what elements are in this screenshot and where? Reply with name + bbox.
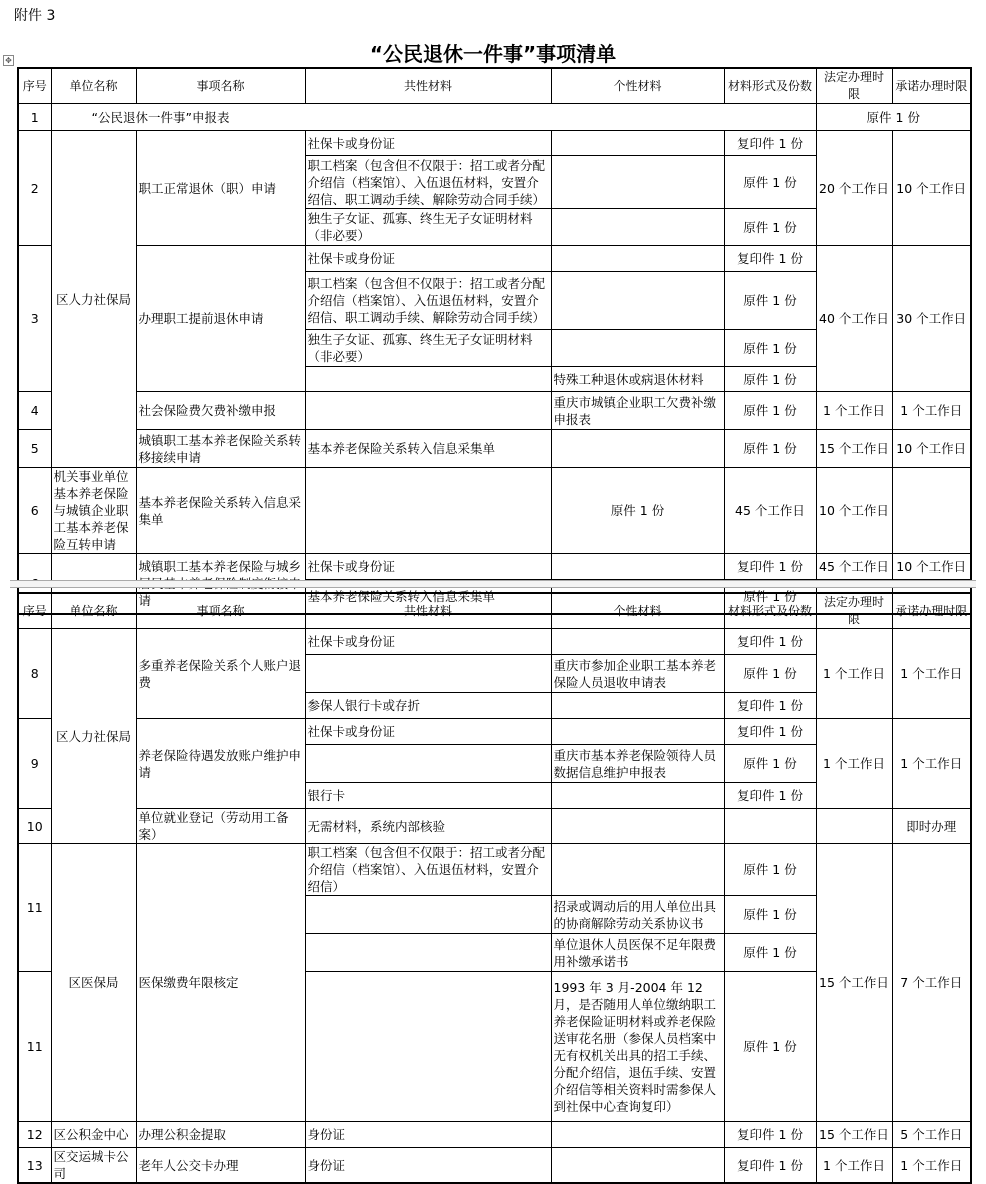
common-material	[305, 655, 551, 693]
unit-name: 区人力社保局	[51, 629, 136, 844]
promise-limit: 1 个工作日	[892, 1148, 971, 1184]
header-no: 序号	[18, 593, 51, 629]
header-item: 事项名称	[136, 68, 305, 104]
legal-limit	[816, 809, 892, 844]
header-form: 材料形式及份数	[724, 593, 816, 629]
common-material	[305, 367, 551, 392]
common-material: 职工档案（包含但不仅限于：招工或者分配介绍信（档案馆）、入伍退伍材料，安置介绍信）	[305, 844, 551, 896]
form-count: 原件 1 份	[724, 330, 816, 367]
legal-limit: 45 个工作日	[816, 554, 892, 580]
table-row	[18, 1122, 971, 1148]
table-move-handle-icon[interactable]: ✥	[3, 55, 14, 66]
form-count: 原件 1 份	[724, 934, 816, 972]
common-material: 职工档案（包含但不仅限于：招工或者分配介绍信（档案馆）、入伍退伍材料，安置介绍信、职工调动手续、解除劳动合同手续）	[305, 156, 551, 209]
row-no: 10	[18, 809, 51, 844]
individual-material	[551, 156, 724, 209]
promise-limit: 10 个工作日	[892, 554, 971, 580]
common-material: 无需材料，系统内部核验	[305, 809, 551, 844]
item-name: 机关事业单位基本养老保险与城镇企业职工基本养老保险互转申请	[51, 468, 136, 554]
form-count: 复印件 1 份	[724, 629, 816, 655]
individual-material	[551, 246, 724, 272]
row-no: 6	[18, 468, 51, 554]
common-material	[305, 972, 551, 1122]
table-header-row	[18, 593, 971, 629]
table-row	[18, 1148, 971, 1184]
promise-limit: 即时办理	[892, 809, 971, 844]
item-name: 城镇职工基本养老保险关系转移接续申请	[136, 430, 305, 468]
individual-material	[551, 272, 724, 330]
individual-material	[551, 844, 724, 896]
header-individual: 个性材料	[551, 68, 724, 104]
header-form: 材料形式及份数	[724, 68, 816, 104]
promise-limit: 1 个工作日	[892, 629, 971, 719]
table-row	[18, 629, 971, 655]
table-row	[18, 131, 971, 156]
individual-material	[551, 1122, 724, 1148]
form-count: 复印件 1 份	[724, 719, 816, 745]
item-name: 办理公积金提取	[136, 1122, 305, 1148]
row-no: 5	[18, 430, 51, 468]
common-material: 基本养老保险关系转入信息采集单	[305, 580, 551, 614]
form-count: 原件 1 份	[724, 972, 816, 1122]
individual-material	[551, 131, 724, 156]
individual-material	[551, 719, 724, 745]
form-count: 原件 1 份	[724, 392, 816, 430]
common-material: 社保卡或身份证	[305, 554, 551, 580]
common-material	[305, 392, 551, 430]
table-row	[18, 719, 971, 745]
legal-limit: 15 个工作日	[816, 430, 892, 468]
legal-limit: 45 个工作日	[724, 468, 816, 554]
header-legal: 法定办理时限	[816, 593, 892, 629]
individual-material: 单位退休人员医保不足年限费用补缴承诺书	[551, 934, 724, 972]
table-row	[18, 246, 971, 272]
unit-name: 区交运城卡公司	[51, 1148, 136, 1184]
row-no: 8	[18, 629, 51, 719]
common-material	[305, 745, 551, 783]
form-count: 复印件 1 份	[724, 1122, 816, 1148]
form-count: 复印件 1 份	[724, 783, 816, 809]
common-material: 身份证	[305, 1122, 551, 1148]
legal-limit: 20 个工作日	[816, 131, 892, 246]
row-no: 4	[18, 392, 51, 430]
individual-material	[551, 809, 724, 844]
common-material: 社保卡或身份证	[305, 246, 551, 272]
form-count: 原件 1 份	[724, 430, 816, 468]
form-count: 原件 1 份	[816, 104, 971, 131]
form-count: 原件 1 份	[551, 468, 724, 554]
row-no: 3	[18, 246, 51, 392]
individual-material: 重庆市参加企业职工基本养老保险人员退收申请表	[551, 655, 724, 693]
individual-material	[551, 554, 724, 580]
individual-material	[551, 783, 724, 809]
promise-limit: 30 个工作日	[892, 246, 971, 392]
item-name: 单位就业登记（劳动用工备案）	[136, 809, 305, 844]
attachment-label: 附件 3	[14, 8, 56, 24]
form-count: 复印件 1 份	[724, 1148, 816, 1184]
legal-limit: 15 个工作日	[816, 844, 892, 1122]
form-count: 原件 1 份	[724, 844, 816, 896]
individual-material	[551, 430, 724, 468]
individual-material	[551, 693, 724, 719]
unit-name: 区医保局	[51, 844, 136, 1122]
individual-material	[551, 629, 724, 655]
row-no: 12	[18, 1122, 51, 1148]
row-no: 2	[18, 131, 51, 246]
page-title: “公民退休一件事”事项清单	[369, 42, 617, 66]
header-common: 共性材料	[305, 593, 551, 629]
row-no: 9	[18, 719, 51, 809]
common-material: 基本养老保险关系转入信息采集单	[305, 430, 551, 468]
common-material: 参保人银行卡或存折	[305, 693, 551, 719]
form-count: 原件 1 份	[724, 367, 816, 392]
table-row	[18, 392, 971, 430]
individual-material	[551, 330, 724, 367]
individual-material: 重庆市基本养老保险领待人员数据信息维护申报表	[551, 745, 724, 783]
promise-limit: 1 个工作日	[892, 719, 971, 809]
promise-limit: 7 个工作日	[892, 844, 971, 1122]
row-no: 1	[18, 104, 51, 131]
item-name: 老年人公交卡办理	[136, 1148, 305, 1184]
individual-material: 1993 年 3 月-2004 年 12 月，是否随用人单位缴纳职工养老保险证明材料或养老保险送审花名册（参保人员档案中无有权机关出具的招工手续、分配介绍信，退伍手续、安置介绍信等相关资料时需参保人到社保中心查询复印）	[551, 972, 724, 1122]
header-common: 共性材料	[305, 68, 551, 104]
header-promise: 承诺办理时限	[892, 68, 971, 104]
items-table-part2	[17, 592, 972, 1184]
form-count: 原件 1 份	[724, 156, 816, 209]
table-row	[18, 104, 971, 131]
common-material: 基本养老保险关系转入信息采集单	[136, 468, 305, 554]
table-row	[18, 554, 971, 580]
item-name: 社会保险费欠费补缴申报	[136, 392, 305, 430]
promise-limit: 10 个工作日	[892, 131, 971, 246]
row-no: 13	[18, 1148, 51, 1184]
common-material: 身份证	[305, 1148, 551, 1184]
table-row	[18, 430, 971, 468]
table-row	[18, 468, 971, 554]
item-name: 养老保险待遇发放账户维护申请	[136, 719, 305, 809]
header-no: 序号	[18, 68, 51, 104]
legal-limit: 40 个工作日	[816, 246, 892, 392]
header-unit: 单位名称	[51, 68, 136, 104]
item-name: 医保缴费年限核定	[136, 844, 305, 1122]
item-name: 办理职工提前退休申请	[136, 246, 305, 392]
header-unit: 单位名称	[51, 593, 136, 629]
row-no: 11	[18, 972, 51, 1122]
promise-limit: 5 个工作日	[892, 1122, 971, 1148]
unit-name: 区公积金中心	[51, 1122, 136, 1148]
individual-material: 招录或调动后的用人单位出具的协商解除劳动关系协议书	[551, 896, 724, 934]
promise-limit: 1 个工作日	[892, 392, 971, 430]
common-material: 社保卡或身份证	[305, 719, 551, 745]
form-count: 原件 1 份	[724, 655, 816, 693]
individual-material	[551, 209, 724, 246]
individual-material: 重庆市城镇企业职工欠费补缴申报表	[551, 392, 724, 430]
header-promise: 承诺办理时限	[892, 593, 971, 629]
common-material: 社保卡或身份证	[305, 629, 551, 655]
form-count: 原件 1 份	[724, 745, 816, 783]
common-material: 独生子女证、孤寡、终生无子女证明材料（非必要）	[305, 209, 551, 246]
individual-material	[305, 468, 551, 554]
item-name: 职工正常退休（职）申请	[136, 131, 305, 246]
items-table-part1	[17, 67, 972, 615]
promise-limit: 10 个工作日	[816, 468, 892, 554]
promise-limit: 10 个工作日	[892, 430, 971, 468]
common-material	[305, 934, 551, 972]
legal-limit: 1 个工作日	[816, 719, 892, 809]
table-row	[18, 844, 971, 896]
header-individual: 个性材料	[551, 593, 724, 629]
form-count: 复印件 1 份	[724, 693, 816, 719]
form-count: 原件 1 份	[724, 896, 816, 934]
common-material: 社保卡或身份证	[305, 131, 551, 156]
form-count: 复印件 1 份	[724, 246, 816, 272]
header-item: 事项名称	[136, 593, 305, 629]
form-count: 复印件 1 份	[724, 554, 816, 580]
item-name: 多重养老保险关系个人账户退费	[136, 629, 305, 719]
page-break-divider	[10, 580, 976, 588]
common-material: 独生子女证、孤寡、终生无子女证明材料（非必要）	[305, 330, 551, 367]
table-row	[18, 809, 971, 844]
common-material: 银行卡	[305, 783, 551, 809]
item-name: 城镇职工基本养老保险与城乡 请	[136, 554, 305, 614]
individual-material: 特殊工种退休或病退休材料	[551, 367, 724, 392]
header-legal: 法定办理时限	[816, 68, 892, 104]
form-count: 原件 1 份	[724, 580, 816, 614]
legal-limit: 1 个工作日	[816, 629, 892, 719]
common-material: 职工档案（包含但不仅限于：招工或者分配介绍信（档案馆）、入伍退伍材料，安置介绍信、职工调动手续、解除劳动合同手续）	[305, 272, 551, 330]
legal-limit: 1 个工作日	[816, 1148, 892, 1184]
individual-material	[551, 1148, 724, 1184]
row-no: 11	[18, 844, 51, 972]
form-count	[724, 809, 816, 844]
table-header-row	[18, 68, 971, 104]
legal-limit: 1 个工作日	[816, 392, 892, 430]
item-name: “公民退休一件事”申报表	[51, 104, 816, 131]
common-material	[305, 896, 551, 934]
legal-limit: 15 个工作日	[816, 1122, 892, 1148]
form-count: 复印件 1 份	[724, 131, 816, 156]
unit-name: 区人力社保局	[51, 131, 136, 468]
form-count: 原件 1 份	[724, 209, 816, 246]
form-count: 原件 1 份	[724, 272, 816, 330]
